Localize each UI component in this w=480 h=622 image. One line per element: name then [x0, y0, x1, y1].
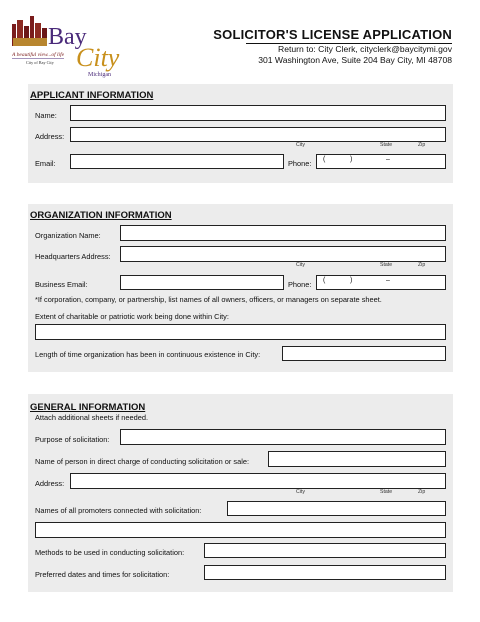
general-address-label: Address:: [35, 479, 65, 488]
attach-note: Attach additional sheets if needed.: [35, 413, 148, 422]
org-phone-open-paren: (: [323, 277, 326, 284]
org-name-field[interactable]: [120, 225, 446, 241]
organization-section-title: ORGANIZATION INFORMATION: [30, 210, 172, 221]
email-field[interactable]: [70, 154, 284, 169]
promoters-extra-field[interactable]: [35, 522, 446, 538]
dates-label: Preferred dates and times for solicitation:: [35, 570, 170, 579]
logo-word-bay: Bay: [48, 24, 87, 50]
methods-label: Methods to be used in conducting solicitation:: [35, 548, 185, 557]
phone-dash: –: [386, 156, 390, 163]
dates-field[interactable]: [204, 565, 446, 580]
org-state-caption: State: [380, 262, 393, 268]
email-label: Email:: [35, 159, 56, 168]
general-address-field[interactable]: [70, 473, 446, 489]
zip-caption: Zip: [418, 142, 426, 148]
business-email-field[interactable]: [120, 275, 284, 290]
general-section-title: GENERAL INFORMATION: [30, 402, 146, 413]
org-phone-label: Phone:: [288, 280, 312, 289]
org-zip-caption: Zip: [418, 262, 426, 268]
address-label: Address:: [35, 132, 65, 141]
page-title: SOLICITOR'S LICENSE APPLICATION: [213, 27, 452, 42]
skyline-icon: [12, 16, 47, 46]
bay-city-logo: [12, 14, 122, 82]
logo-sub: City of Bay City: [26, 60, 54, 65]
general-zip-caption: Zip: [418, 489, 426, 495]
org-phone-field[interactable]: [316, 275, 446, 290]
general-city-caption: City: [296, 489, 305, 495]
address-field[interactable]: [70, 127, 446, 142]
promoters-field[interactable]: [227, 501, 446, 516]
phone-label: Phone:: [288, 159, 312, 168]
hq-address-label: Headquarters Address:: [35, 252, 111, 261]
extent-label: Extent of charitable or patriotic work being done within City:: [35, 312, 229, 321]
purpose-label: Purpose of solicitation:: [35, 435, 110, 444]
phone-field[interactable]: [316, 154, 446, 169]
extent-field[interactable]: [35, 324, 446, 340]
methods-field[interactable]: [204, 543, 446, 558]
return-line: Return to: City Clerk, cityclerk@baycitymi.gov: [278, 44, 452, 54]
org-phone-dash: –: [386, 277, 390, 284]
phone-close-paren: ): [350, 156, 353, 163]
existence-length-field[interactable]: [282, 346, 446, 361]
state-caption: State: [380, 142, 393, 148]
hq-address-field[interactable]: [120, 246, 446, 262]
owners-note: *If corporation, company, or partnership, list names of all owners, officers, or managers on separate sheet.: [35, 295, 382, 304]
name-label: Name:: [35, 111, 57, 120]
org-name-label: Organization Name:: [35, 231, 101, 240]
existence-length-label: Length of time organization has been in continuous existence in City:: [35, 350, 261, 359]
purpose-field[interactable]: [120, 429, 446, 445]
person-in-charge-label: Name of person in direct charge of conducting solicitation or sale:: [35, 457, 250, 466]
promoters-label: Names of all promoters connected with solicitation:: [35, 506, 202, 515]
general-state-caption: State: [380, 489, 393, 495]
logo-tagline: A beautiful view...of life: [12, 52, 65, 58]
city-caption: City: [296, 142, 305, 148]
address-line: 301 Washington Ave, Suite 204 Bay City, MI 48708: [258, 55, 452, 65]
business-email-label: Business Email:: [35, 280, 88, 289]
org-city-caption: City: [296, 262, 305, 268]
applicant-section-title: APPLICANT INFORMATION: [30, 90, 154, 101]
org-phone-close-paren: ): [350, 277, 353, 284]
logo-state: Michigan: [88, 72, 111, 78]
name-field[interactable]: [70, 105, 446, 121]
logo-word-city: City: [76, 43, 120, 72]
person-in-charge-field[interactable]: [268, 451, 446, 467]
phone-open-paren: (: [323, 156, 326, 163]
